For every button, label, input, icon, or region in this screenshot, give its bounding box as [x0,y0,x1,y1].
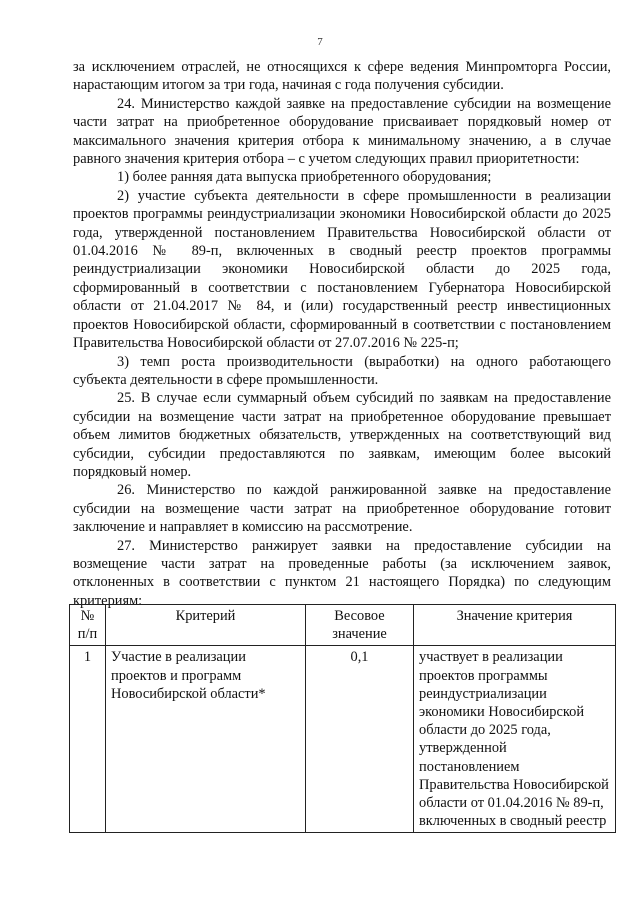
cell-number: 1 [70,646,106,833]
document-body [73,58,611,610]
table-row [70,646,616,833]
header-weight: Весовое значение [306,605,414,646]
paragraph: 27. Министерство ранжирует заявки на предоставление субсидии на возмещение части затрат на проведенные работы (за исключением заявок, отклоненных в соответствии с пунктом 21 настоящего Порядка) по следующим критериям: [73,537,611,609]
page-number: 7 [317,36,323,48]
paragraph: 24. Министерство каждой заявке на предоставление субсидии на возмещение части затрат на приобретенное оборудование присваивает порядковый номер от максимального значения критерия отбора к минимальному значению, а в случае равного значения критерия отбора – с учетом следующих правил приоритетности: [73,95,611,168]
cell-value: участвует в реализации проектов программы реиндустриализации экономики Новосибирской области до 2025 года, утвержденной постановлением Правительства Новосибирской области от 01.04.2016 № 89-п, включенных в сводный реестр [414,646,616,833]
cell-weight: 0,1 [306,646,414,833]
cell-criterion: Участие в реализации проектов и программ Новосибирской области* [106,646,306,833]
paragraph: за исключением отраслей, не относящихся к сфере ведения Минпромторга России, нарастающим итогом за три года, начиная с года получения субсидии. [73,59,611,94]
header-number: № п/п [70,605,106,646]
header-criterion: Критерий [106,605,306,646]
paragraph: 25. В случае если суммарный объем субсидий по заявкам на предоставление субсидии на возмещение части затрат на приобретенное оборудование превышает объем лимитов бюджетных обязательств, утвержденных на соответствующий вид субсидии, субсидии предоставляются по заявкам, имеющим более высокий порядковый номер. [73,390,611,480]
paragraph: 1) более ранняя дата выпуска приобретенного оборудования; [117,169,492,186]
header-value: Значение критерия [414,605,616,646]
paragraph: 2) участие субъекта деятельности в сфере промышленности в реализации проектов программы реиндустриализации экономики Новосибирской области до 2025 года, утвержденной постановлением Правительства Новосибирской области от 01.04.2016 № 89-п, включенных в сводный реестр проектов программы реиндустриализации экономики Новосибирской области до 2025 года, сформированный в соответствии с постановлением Губернатора Новосибирской области от 21.04.2017 № 84, и (или) государственный реестр инвестиционных проектов Новосибирской области, сформированный в соответствии с постановлением Правительства Новосибирской области от 27.07.2016 № 225-п; [73,187,611,352]
criteria-table [69,604,616,833]
paragraph: 26. Министерство по каждой ранжированной заявке на предоставление субсидии на возмещение части затрат на приобретенное оборудование готовит заключение и направляет в комиссию на рассмотрение. [73,482,611,536]
table-header-row [70,605,616,646]
paragraph: 3) темп роста производительности (выработки) на одного работающего субъекта деятельности в сфере промышленности. [73,353,611,388]
